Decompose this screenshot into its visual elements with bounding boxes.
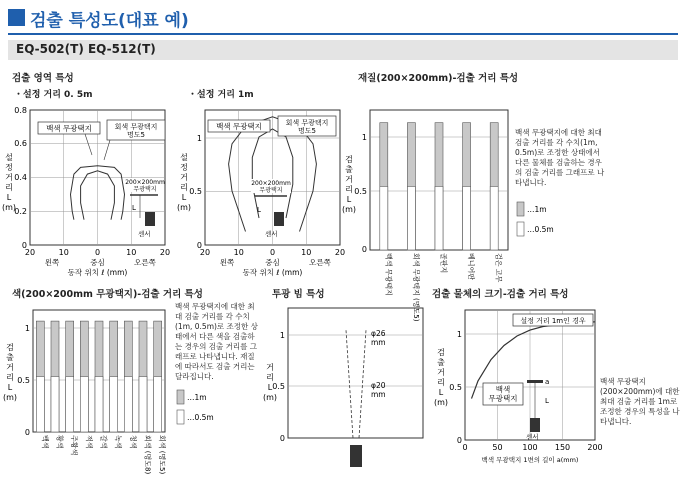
y-ticks [14,106,27,250]
svg-text:L: L [257,206,261,214]
sensor-icon [274,212,284,226]
material-legend [515,200,575,240]
svg-text:오른쪽: 오른쪽 [309,258,331,267]
y-ticks [189,134,202,250]
x-tick: 20 [199,248,211,257]
beam-annotation-05m [371,381,386,399]
y-tick: 0 [456,436,462,445]
svg-text:정: 정 [180,163,188,172]
svg-text:L: L [6,193,12,202]
title-square-icon [8,9,25,26]
svg-text:왼쪽: 왼쪽 [44,258,60,267]
callout-gray [278,116,336,136]
y-tick: 1 [361,133,367,142]
svg-text:L: L [267,383,273,392]
x-tick: 100 [522,443,538,452]
category-label: 적색 [84,435,93,449]
bar-0.5m-7 [139,377,147,433]
bar-0.5m-1 [407,186,415,250]
size-heading: 검출 물체의 크기-검출 거리 특성 [432,289,569,300]
area-heading: 검출 영역 특성 [12,73,74,84]
category-label: 검은 고무 [494,253,503,283]
svg-text:L: L [545,397,549,405]
svg-text:φ26: φ26 [371,329,386,338]
svg-text:왼쪽: 왼쪽 [219,258,235,267]
y-tick: 0.5 [17,376,30,385]
svg-text:(m): (m) [433,398,449,407]
y-tick: 1 [24,324,30,333]
y-ticks [354,133,367,254]
legend-1m: …1m [527,205,547,214]
svg-text:명도5: 명도5 [298,127,316,135]
svg-text:출: 출 [437,358,445,367]
x-ticks [462,443,602,452]
bar-0.5m-2 [66,377,74,433]
bar-0.5m-4 [490,186,498,250]
svg-text:명도5: 명도5 [127,131,145,139]
title-divider [8,33,678,35]
svg-text:거: 거 [266,363,274,372]
y-tick: 1 [279,331,285,340]
svg-text:무광택지: 무광택지 [133,186,157,193]
y-ticks [272,331,285,443]
y-tick: 0.8 [14,106,27,115]
category-label: 주황색 [70,435,79,456]
size-note: 백색 무광택지 (200×200mm)에 대한 최대 검출 거리를 1m로 조정한 경우의 특성을 나타냅니다. [600,377,680,426]
svg-text:회색 무광택지: 회색 무광택지 [285,119,329,127]
y-tick: 0.5 [354,187,367,196]
svg-text:백색 무광택지: 백색 무광택지 [46,124,92,133]
category-labels [41,435,167,474]
legend-swatch-05m [517,222,524,236]
svg-text:중심: 중심 [265,258,280,267]
area-sub-1m: ・설정 거리 1m [188,90,254,100]
svg-text:동작 위치 ℓ (mm): 동작 위치 ℓ (mm) [67,268,128,277]
svg-text:정: 정 [5,163,13,172]
area-chart-1m [175,100,355,280]
svg-text:(m): (m) [262,393,278,402]
category-label: 백색 무광택지 [384,253,393,296]
svg-text:오른쪽: 오른쪽 [134,258,156,267]
x-tick: 200 [587,443,603,452]
svg-text:백색: 백색 [495,385,511,394]
svg-text:φ20: φ20 [371,381,386,390]
svg-text:L: L [7,383,13,392]
material-note: 백색 무광택지에 대한 최대 검출 거리를 각 수치(1m, 0.5m)로 조정한 상태에서 다른 물체를 검출하는 경우의 검출 거리를 그래프로 나타냅니다. [515,128,605,187]
x-tick: 20 [24,248,36,257]
paper-callout [483,383,523,405]
svg-text:(m): (m) [176,203,192,212]
bar-0.5m-6 [124,377,132,433]
svg-text:설정 거리 1m인 경우: 설정 거리 1m인 경우 [520,317,586,325]
bar-0.5m-3 [80,377,88,433]
area-sub-05m: ・설정 거리 0. 5m [14,90,93,100]
svg-text:설: 설 [180,153,188,162]
material-heading: 재질(200×200mm)-검출 거리 특성 [358,73,519,84]
y-tick: 0 [24,428,30,437]
legend-swatch-05m [177,410,184,424]
x-tick: 10 [58,248,69,257]
svg-text:동작 위치 ℓ (mm): 동작 위치 ℓ (mm) [242,268,303,277]
callout-gray [104,120,165,160]
svg-text:a: a [545,378,550,386]
plot-frame [288,308,423,438]
svg-text:출: 출 [6,353,14,362]
category-label: 청색 [128,435,137,449]
svg-text:센서: 센서 [138,230,151,238]
x-axis-label: 백색 무광택지 1변의 길이 a(mm) [481,456,579,464]
svg-text:검: 검 [437,348,445,357]
svg-text:거: 거 [5,173,13,182]
svg-text:센서: 센서 [265,230,278,238]
x-tick: 20 [159,248,171,257]
x-tick: 0 [94,248,101,257]
svg-text:회색 무광택지: 회색 무광택지 [114,123,158,131]
svg-text:(m): (m) [1,203,17,212]
bar-0.5m-0 [380,186,388,250]
legend-swatch-1m [517,202,524,216]
area-chart-05m [0,100,180,280]
y-tick: 1 [196,134,202,143]
color-legend [175,388,235,428]
x-tick: 10 [233,248,244,257]
bar-0.5m-1 [51,377,59,433]
svg-text:중심: 중심 [90,258,105,267]
size-chart [425,300,603,489]
bar-0.5m-5 [110,377,118,433]
setting-box [513,314,593,326]
svg-text:백색 무광택지: 백색 무광택지 [216,122,262,131]
x-tick: 50 [492,443,503,452]
callout-white [38,122,100,155]
legend-05m: …0.5m [527,225,554,234]
category-label: 황색 [55,435,64,449]
svg-text:(m): (m) [341,205,357,214]
svg-text:거: 거 [345,175,353,184]
x-axis-label [45,257,157,277]
y-tick: 0 [279,434,285,443]
bar-0.5m-3 [463,186,471,250]
x-tick: 10 [301,248,312,257]
sensor-icon [530,418,540,432]
x-tick: 20 [334,248,346,257]
legend-1m: …1m [187,393,207,402]
x-tick: 0 [269,248,276,257]
svg-text:리: 리 [266,373,274,382]
y-tick: 0 [21,241,27,250]
y-tick: 0.4 [14,173,27,182]
svg-text:무광택지: 무광택지 [259,187,283,194]
x-ticks [200,248,345,257]
y-ticks [449,330,462,445]
model-names: EQ-502(T) EQ-512(T) [16,42,156,56]
x-tick: 150 [554,443,571,452]
svg-text:리: 리 [437,378,445,387]
svg-text:검: 검 [6,343,14,352]
svg-text:무광택지: 무광택지 [488,394,518,403]
svg-text:mm: mm [371,338,386,347]
bar-0.5m-2 [435,186,443,250]
beam-chart [258,300,428,489]
svg-text:리: 리 [180,183,188,192]
category-label: 베니어판 [467,253,476,281]
color-heading: 색(200×200mm 무광택지)-검출 거리 특성 [12,289,203,300]
svg-text:200×200mm: 200×200mm [125,179,165,186]
category-label: 녹색 [114,435,123,449]
y-axis-label [342,154,356,214]
x-axis-label [220,257,332,277]
svg-text:(m): (m) [2,393,18,402]
svg-text:거: 거 [180,173,188,182]
y-tick: 0.2 [14,207,27,216]
y-tick: 1 [456,330,462,339]
bar-0.5m-8 [154,377,162,433]
y-axis-label [3,342,17,402]
y-tick: 0 [361,245,367,254]
y-tick: 0.6 [14,139,27,148]
x-tick: 10 [126,248,137,257]
model-bar [8,40,678,60]
svg-text:출: 출 [345,165,353,174]
y-tick: 0.5 [272,382,285,391]
sensor-icon [350,445,362,467]
diagram-inset [251,179,291,238]
svg-text:센서: 센서 [526,433,539,441]
y-axis-label [2,152,16,212]
diagram-inset [526,378,549,441]
color-note: 백색 무광택지에 대한 최대 검출 거리를 각 수치(1m, 0.5m)로 조정한 상태에서 다른 색을 검출하는 경우의 검출 거리를 그래프로 나타냅니다. 재질에 따라서도 검출 거리는 달라집니다. [175,302,258,381]
svg-text:리: 리 [345,185,353,194]
svg-text:L: L [438,388,444,397]
diagram-inset [125,178,165,238]
svg-text:검: 검 [345,155,353,164]
category-label: 백색 [40,435,49,449]
svg-text:L: L [346,195,352,204]
y-tick: 0 [196,241,202,250]
bar-0.5m-4 [95,377,103,433]
sensor-icon [145,212,155,226]
svg-text:리: 리 [6,373,14,382]
y-tick: 0.5 [189,187,202,196]
legend-swatch-1m [177,390,184,404]
legend-05m: …0.5m [187,413,214,422]
svg-text:L: L [181,193,187,202]
beam-heading: 투광 빔 특성 [272,289,325,300]
beam-annotation-1m [371,329,386,347]
y-tick: 0.5 [449,383,462,392]
svg-text:mm: mm [371,390,386,399]
category-label: 회색 무광택지 (명도5) [411,253,420,322]
svg-text:L: L [132,204,136,212]
svg-text:설: 설 [5,153,13,162]
category-label: 갈색 [99,435,108,449]
y-ticks [17,324,30,437]
y-axis-label [434,347,448,407]
color-chart [0,300,175,489]
bars [36,321,161,432]
category-label: 회색 (명도5) [158,435,167,475]
svg-text:거: 거 [6,363,14,372]
x-ticks [25,248,170,257]
svg-text:200×200mm: 200×200mm [251,180,291,187]
y-axis-label [177,152,191,212]
category-label: 회색 (명도8) [143,435,152,475]
beam-cone [346,330,366,438]
bars [380,123,498,250]
x-tick: 0 [462,443,468,452]
callout-white [208,120,270,132]
bar-0.5m-0 [36,377,44,433]
category-label: 골판지 [439,253,448,274]
svg-text:리: 리 [5,183,13,192]
svg-text:거: 거 [437,368,445,377]
